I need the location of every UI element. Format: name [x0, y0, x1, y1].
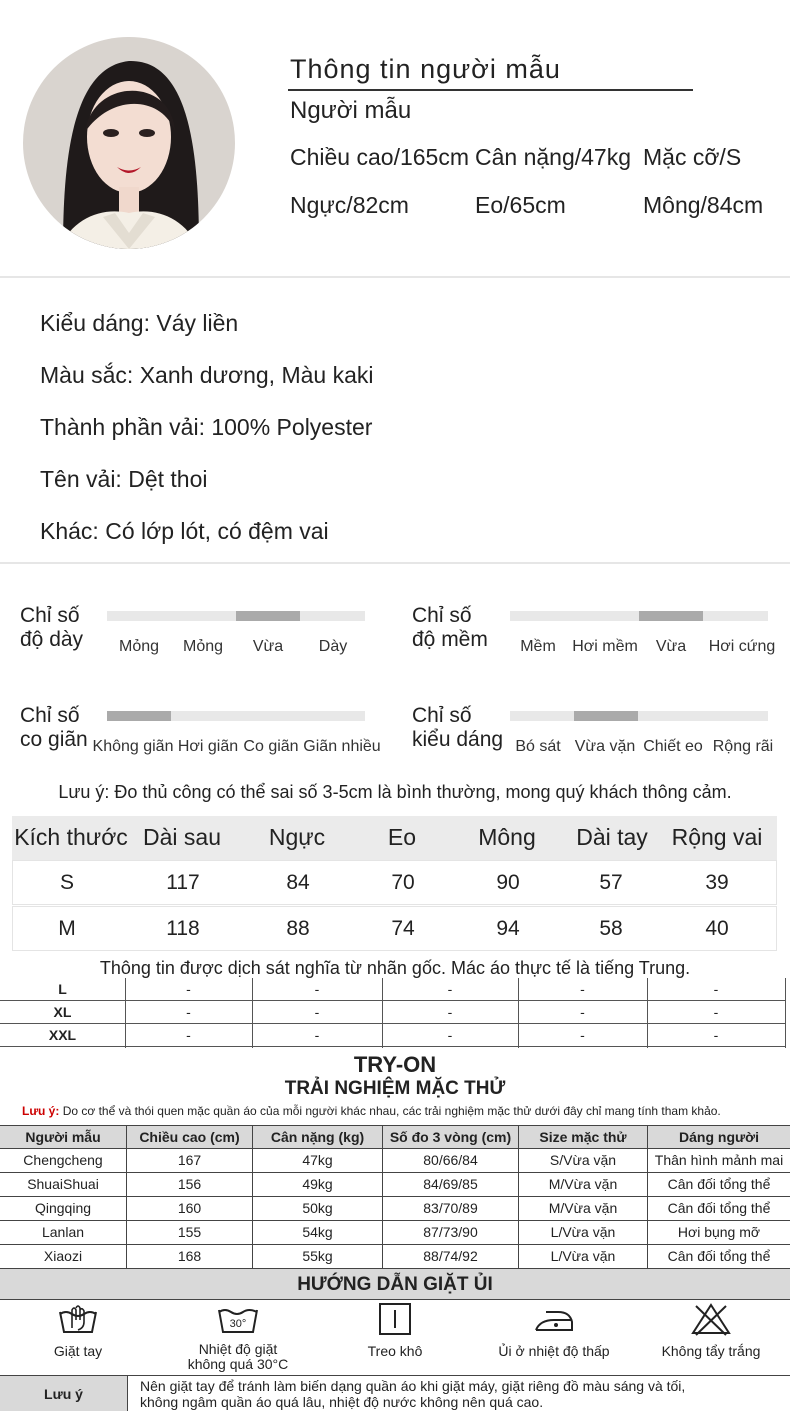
size-header-cell: Kích thước [14, 824, 128, 850]
index-thickness-fill [236, 611, 300, 621]
index-softness-bar [510, 611, 768, 621]
size-cell: 39 [705, 871, 729, 894]
model-portrait-image [23, 37, 235, 249]
index-softness-option: Vừa [655, 638, 687, 655]
wash-item-dry: Treo khô [340, 1302, 450, 1359]
size-cell: 40 [705, 917, 729, 940]
size-cell: 117 [166, 871, 200, 894]
model-title: Thông tin người mẫu [290, 54, 561, 84]
index-fit-bar [510, 711, 768, 721]
index-stretch-option: Không giãn [92, 738, 174, 755]
size-cell: 74 [391, 917, 415, 940]
index-thickness-option: Mỏng [182, 638, 224, 655]
model-subtitle: Người mẫu [290, 97, 412, 124]
wash-item-hand: Giặt tay [18, 1302, 138, 1359]
size-table-header [12, 816, 777, 860]
size-header-cell: Dài tay [576, 824, 648, 850]
table-row: XL - - - - - [0, 1001, 785, 1024]
index-stretch-fill [107, 711, 171, 721]
index-fit-option: Vừa vặn [574, 738, 636, 755]
index-softness-fill [639, 611, 703, 621]
table-row [12, 906, 777, 951]
size-cell: M [58, 917, 76, 940]
wash-item-temp: 30° Nhiệt độ giặt không quá 30°C [170, 1302, 306, 1372]
translation-note: Thông tin được dịch sát nghĩa từ nhãn gốc. Mác áo thực tế là tiếng Trung. [99, 958, 691, 978]
tryon-header-row: Người mẫu Chiều cao (cm) Cân nặng (kg) Số đo 3 vòng (cm) Size mặc thử Dáng người [0, 1125, 790, 1149]
table-row [12, 860, 777, 905]
model-bust: Ngực/82cm [290, 192, 409, 218]
index-thickness-option: Vừa [252, 638, 284, 655]
index-thickness-label: Chỉ số độ dày [20, 604, 84, 651]
wash-item-iron: Ủi ở nhiệt độ thấp [484, 1302, 624, 1359]
index-stretch-option: Co giãn [243, 738, 299, 755]
index-fit-option: Rộng rãi [712, 738, 774, 755]
dry-hang-icon [378, 1302, 412, 1336]
size-cell: 57 [599, 871, 623, 894]
attr-fabric-name: Tên vải: Dệt thoi [40, 466, 208, 492]
model-avatar [23, 37, 235, 249]
tryon-title-en: TRY-ON [353, 1052, 437, 1077]
model-hips: Mông/84cm [643, 192, 764, 218]
wash-note-label: Lưu ý [0, 1376, 128, 1411]
no-bleach-icon [690, 1302, 732, 1336]
index-fit-label: Chỉ số kiểu dáng [412, 704, 504, 751]
model-info-section [0, 0, 790, 278]
wash-title: HƯỚNG DẪN GIẶT ỦI [0, 1268, 790, 1300]
index-softness-label: Chỉ số độ mềm [412, 604, 488, 651]
attr-fabric: Thành phần vải: 100% Polyester [40, 414, 373, 440]
title-underline [288, 89, 693, 91]
size-cell: 88 [286, 917, 310, 940]
table-row: L - - - - - [0, 978, 785, 1001]
table-row: Lanlan 155 54kg 87/73/90 L/Vừa vặn Hơi bụng mỡ [0, 1221, 790, 1245]
attr-other: Khác: Có lớp lót, có đệm vai [40, 518, 329, 544]
size-header-cell: Eo [387, 824, 417, 850]
index-thickness-bar [107, 611, 365, 621]
index-stretch-option: Hơi giãn [177, 738, 239, 755]
extra-size-table [0, 978, 790, 1048]
index-softness-option: Hơi cứng [708, 638, 776, 655]
wash-note-text: Nên giặt tay để tránh làm biến dạng quần áo khi giặt máy, giặt riêng đồ màu sáng và tối, không ngâm quần áo quá lâu, nhiệt độ nước không nên quá cao. [140, 1378, 686, 1410]
size-cell: 94 [496, 917, 520, 940]
model-height: Chiều cao/165cm [290, 144, 469, 170]
index-fit-option: Bó sát [515, 738, 561, 755]
wash-note [0, 1375, 790, 1411]
index-stretch-bar [107, 711, 365, 721]
table-row: Xiaozi 168 55kg 88/74/92 L/Vừa vặn Cân đối tổng thể [0, 1245, 790, 1269]
index-softness-option: Mềm [520, 638, 556, 655]
index-fit-option: Chiết eo [643, 738, 703, 755]
hand-wash-icon [56, 1302, 100, 1336]
index-stretch-label: Chỉ số co giãn [20, 704, 88, 751]
size-cell: 84 [286, 871, 310, 894]
table-row: Chengcheng 167 47kg 80/66/84 S/Vừa vặn Thân hình mảnh mai [0, 1149, 790, 1173]
size-header-cell: Mông [478, 824, 536, 850]
index-softness-option: Hơi mềm [572, 638, 638, 655]
size-cell: 70 [391, 871, 415, 894]
size-cell: 90 [496, 871, 520, 894]
iron-low-icon [532, 1302, 576, 1336]
measure-note: Lưu ý: Đo thủ công có thể sai số 3-5cm là bình thường, mong quý khách thông cảm. [58, 782, 732, 802]
product-attributes [0, 280, 790, 564]
size-cell: 58 [599, 917, 623, 940]
table-row: Qingqing 160 50kg 83/70/89 M/Vừa vặn Cân đối tổng thể [0, 1197, 790, 1221]
table-row: ShuaiShuai 156 49kg 84/69/85 M/Vừa vặn Cân đối tổng thể [0, 1173, 790, 1197]
tryon-title-vi: TRẢI NGHIỆM MẶC THỬ [284, 1078, 506, 1099]
model-waist: Eo/65cm [475, 192, 566, 218]
attr-style: Kiểu dáng: Váy liền [40, 310, 239, 336]
size-header-cell: Dài sau [143, 824, 221, 850]
tryon-note: Lưu ý: Do cơ thể và thói quen mặc quần áo của mỗi người khác nhau, các trải nghiệm mặc thử dưới đây chỉ mang tính tham khảo. [22, 1104, 721, 1118]
size-cell: S [59, 871, 74, 894]
index-thickness-option: Mỏng [118, 638, 160, 655]
size-header-cell: Rộng vai [671, 824, 763, 850]
wash-30-icon [215, 1302, 261, 1336]
index-stretch-option: Giãn nhiều [303, 738, 381, 755]
model-weight: Cân nặng/47kg [475, 144, 632, 170]
size-cell: 118 [166, 917, 200, 940]
attr-color: Màu sắc: Xanh dương, Màu kaki [40, 362, 374, 388]
model-size: Mặc cỡ/S [643, 144, 742, 170]
index-fit-fill [574, 711, 638, 721]
wash-item-bleach: Không tẩy trắng [648, 1302, 774, 1359]
size-header-cell: Ngực [268, 824, 326, 850]
index-thickness-option: Dày [318, 638, 348, 655]
table-row: XXL - - - - - [0, 1024, 785, 1047]
svg-text:30°: 30° [229, 1318, 247, 1330]
